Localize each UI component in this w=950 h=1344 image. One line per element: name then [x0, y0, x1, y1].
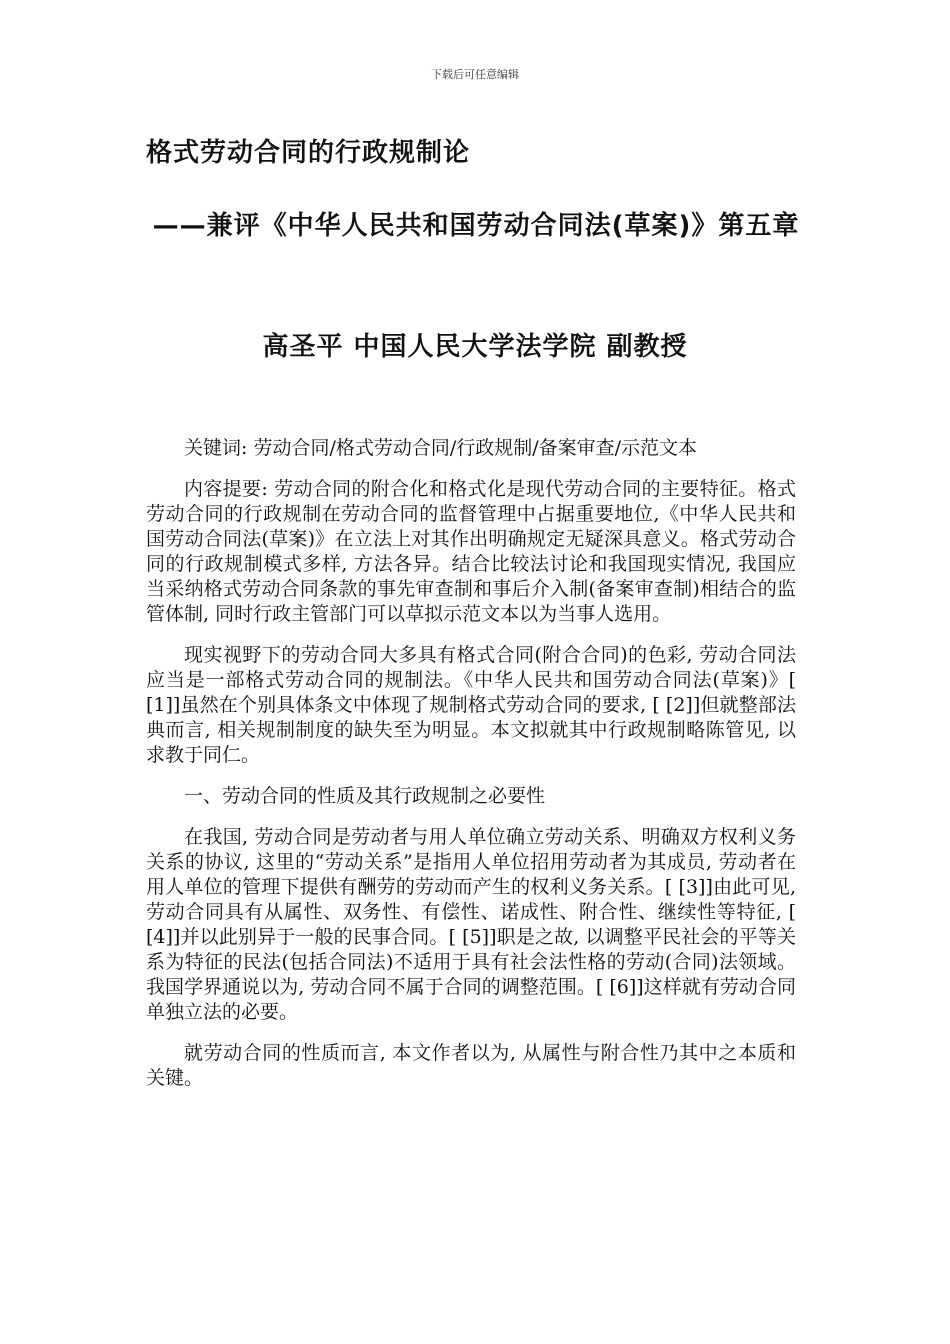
intro-paragraph: 现实视野下的劳动合同大多具有格式合同(附合合同)的色彩, 劳动合同法应当是一部格式劳动合同的规制法。《中华人民共和国劳动合同法(草案)》[ [1]]虽然在个别具体条文中体现了规制格式劳动合同的要求, [ [2]]但就整部法典而言, 相关规制制度的缺失至为明显。本文拟就其中行政规制略陈管见, 以求教于同仁。 — [146, 644, 796, 766]
document-subtitle: ——兼评《中华人民共和国劳动合同法(草案)》第五章 — [152, 211, 800, 241]
author-line: 高圣平 中国人民大学法学院 副教授 — [262, 332, 688, 362]
body-paragraph: 就劳动合同的性质而言, 本文作者以为, 从属性与附合性乃其中之本质和关键。 — [146, 1042, 796, 1089]
keywords-paragraph: 关键词: 劳动合同/格式劳动合同/行政规制/备案审查/示范文本 — [184, 437, 698, 459]
document-title: 格式劳动合同的行政规制论 — [146, 138, 471, 168]
header-note: 下载后可任意编辑 — [431, 68, 519, 81]
section-heading: 一、劳动合同的性质及其行政规制之必要性 — [184, 785, 546, 807]
body-paragraph: 在我国, 劳动合同是劳动者与用人单位确立劳动关系、明确双方权利义务关系的协议, 这里的“劳动关系”是指用人单位招用劳动者为其成员, 劳动者在用人单位的管理下提供有酬劳的劳动而产生的权利义务关系。[ [3]]由此可见, 劳动合同具有从属性、双务性、有偿性、诺成性、附合性、继续性等特征, [ [4]]并以此别异于一般的民事合同。[ [5]]职是之故, 以调整平民社会的平等关系为特征的民法(包括合同法)不适用于具有社会法性格的劳动(合同)法领域。我国学界通说以为, 劳动合同不属于合同的调整范围。[ [6]]这样就有劳动合同单独立法的必要。 — [146, 826, 796, 1023]
body-text — [146, 436, 796, 1107]
abstract-paragraph: 内容提要: 劳动合同的附合化和格式化是现代劳动合同的主要特征。格式劳动合同的行政规制在劳动合同的监督管理中占据重要地位,《中华人民共和国劳动合同法(草案)》在立法上对其作出明确规定无疑深具意义。格式劳动合同的行政规制模式多样, 方法各异。结合比较法讨论和我国现实情况, 我国应当采纳格式劳动合同条款的事先审查制和事后介入制(备案审查制)相结合的监管体制, 同时行政主管部门可以草拟示范文本以为当事人选用。 — [146, 478, 796, 625]
